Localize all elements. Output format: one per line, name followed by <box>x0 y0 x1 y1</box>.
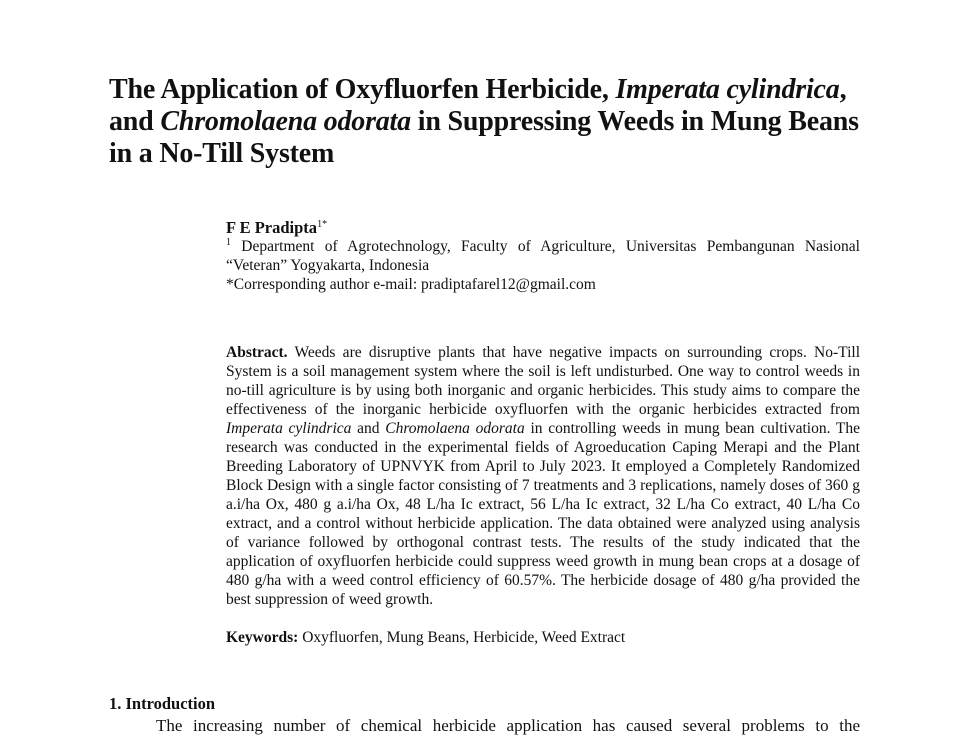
title-italic-chromolaena: Chromolaena odorata <box>160 106 411 137</box>
paper-title <box>109 74 869 170</box>
introduction-paragraph: The increasing number of chemical herbicide application has caused several problems to the <box>156 716 860 735</box>
author-block <box>226 218 860 294</box>
title-text-part1: The Application of Oxyfluorfen Herbicide, <box>109 74 616 105</box>
abstract-label: Abstract. <box>226 344 288 361</box>
keywords <box>226 628 860 647</box>
abstract-italic-chromolaena: Chromolaena odorata <box>385 420 525 437</box>
affiliation-marker: 1 <box>226 237 231 248</box>
author-name-text: F E Pradipta <box>226 218 318 237</box>
title-text-part3: in Suppressing Weeds in Mung Beans in a No-Till System <box>109 106 859 169</box>
abstract-italic-imperata: Imperata cylindrica <box>226 420 352 437</box>
keywords-text: Oxyfluorfen, Mung Beans, Herbicide, Weed Extract <box>298 629 626 646</box>
abstract-text-3: in controlling weeds in mung bean cultivation. The research was conducted in the experimental fields of Agroeducation Caping Merapi and the Plant Breeding Laboratory of UPNVYK from April to July 2023. It employed a Completely Randomized Block Design with a single factor consisting of 7 treatments and 3 replications, namely doses of 360 g a.i/ha Ox, 480 g a.i/ha Ox, 48 L/ha Ic extract, 56 L/ha Ic extract, 32 L/ha Co extract, 40 L/ha Co extract, and a control without herbicide application. The data obtained were analyzed using analysis of variance followed by orthogonal contrast tests. The results of the study indicated that the application of oxyfluorfen herbicide could suppress weed growth in mung bean crops at a dosage of 480 g/ha with a weed control efficiency of 60.57%. The herbicide dosage of 480 g/ha provided the best suppression of weed growth. <box>226 420 860 608</box>
author-superscript: 1* <box>317 219 328 230</box>
abstract-text-1: Weeds are disruptive plants that have negative impacts on surrounding crops. No-Till System is a soil management system where the soil is left undisturbed. One way to control weeds in no-till agriculture is by using both inorganic and organic herbicides. This study aims to compare the effectiveness of the inorganic herbicide oxyfluorfen with the organic herbicides extracted from <box>226 344 860 418</box>
section-heading-introduction: 1. Introduction <box>109 694 216 713</box>
author-name <box>226 218 860 237</box>
corresponding-email: *Corresponding author e-mail: pradiptafarel12@gmail.com <box>226 276 596 293</box>
keywords-label: Keywords: <box>226 629 299 646</box>
abstract <box>226 343 860 609</box>
title-text-part2: , and <box>109 74 847 137</box>
affiliation-text: Department of Agrotechnology, Faculty of Agriculture, Universitas Pembangunan Nasional “Veteran” Yogyakarta, Indonesia <box>226 238 860 274</box>
title-italic-imperata: Imperata cylindrica <box>615 74 840 105</box>
author-affiliation <box>226 237 860 275</box>
abstract-text-2: and <box>351 420 386 437</box>
